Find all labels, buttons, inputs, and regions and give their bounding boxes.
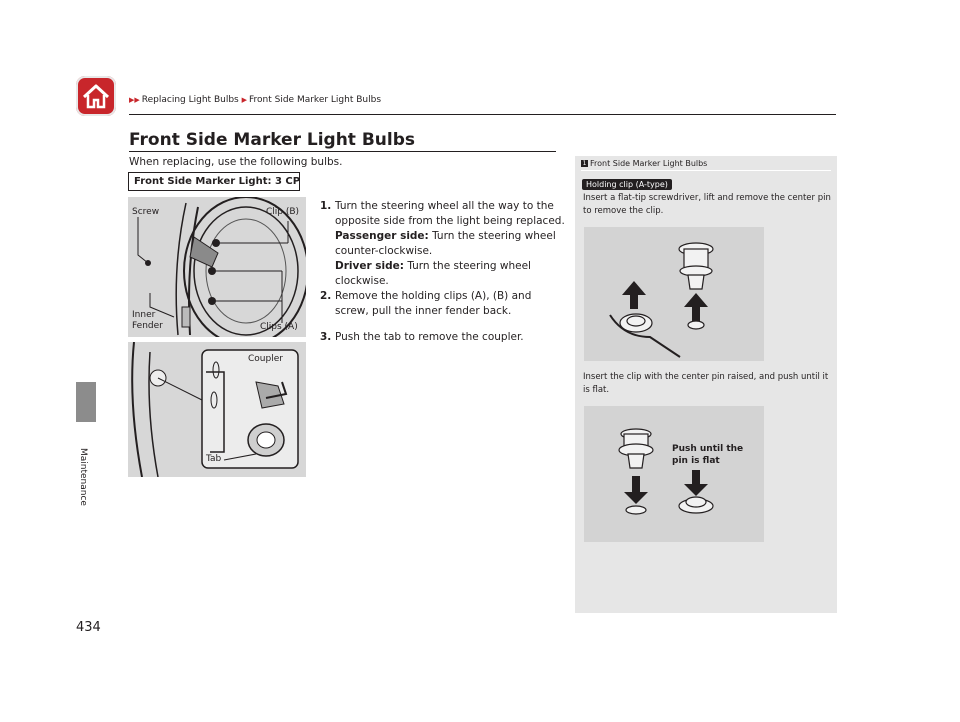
passenger-label: Passenger side: [335, 230, 429, 242]
breadcrumb-arrow-icon: ▶▶ [129, 96, 140, 104]
note-text-insert: Insert the clip with the center pin raised, and push until it is flat. [583, 372, 829, 395]
breadcrumb [129, 95, 381, 105]
step-2 [320, 289, 565, 319]
bulb-spec: Front Side Marker Light: 3 CP [128, 172, 300, 191]
label-fender: Fender [132, 321, 163, 331]
label-clip-b: Clip (B) [266, 207, 300, 217]
steps-list [320, 199, 565, 345]
clip-insert-figure [584, 406, 764, 542]
clip-removal-illustration [584, 227, 764, 361]
breadcrumb-arrow-icon: ▶ [241, 96, 247, 104]
passenger-text: Turn the steering wheel counter-clockwise. [335, 230, 556, 257]
coupler-figure [128, 342, 306, 477]
fender-figure [128, 197, 306, 337]
step-number: 1. [320, 200, 332, 212]
step-1 [320, 199, 565, 289]
page-title: Front Side Marker Light Bulbs [129, 130, 416, 150]
intro-text: When replacing, use the following bulbs. [129, 156, 343, 168]
step-3 [320, 330, 565, 345]
label-coupler: Coupler [248, 354, 283, 364]
note-rule [581, 170, 831, 171]
label-screw: Screw [132, 207, 160, 217]
note-heading-text: Front Side Marker Light Bulbs [590, 159, 708, 168]
push-label-line-2: pin is flat [672, 456, 720, 466]
clip-type-badge: Holding clip (A-type) [582, 179, 672, 190]
breadcrumb-link-replacing[interactable]: Replacing Light Bulbs [141, 95, 239, 105]
step-text: Push the tab to remove the coupler. [335, 331, 524, 343]
page-number: 434 [76, 620, 101, 635]
label-clips-a: Clips (A) [260, 322, 298, 332]
step-number: 3. [320, 331, 332, 343]
step-text: Turn the steering wheel all the way to the opposite side from the light being replaced. [335, 200, 565, 227]
clip-removal-figure [584, 227, 764, 361]
driver-text: Turn the steering wheel clockwise. [335, 260, 531, 287]
step-text: Remove the holding clips (A), (B) and screw, pull the inner fender back. [335, 290, 532, 317]
title-rule [129, 151, 556, 152]
header-rule [129, 114, 836, 115]
note-heading [581, 159, 707, 168]
note-text-remove: Insert a flat-tip screwdriver, lift and remove the center pin to remove the clip. [583, 193, 831, 216]
clip-insert-illustration [584, 406, 764, 542]
step-number: 2. [320, 290, 332, 302]
home-button[interactable] [76, 76, 116, 116]
push-label-line-1: Push until the [672, 444, 744, 454]
note-marker-icon: 1 [582, 160, 587, 167]
driver-label: Driver side: [335, 260, 404, 272]
section-tab-marker [76, 382, 96, 422]
home-icon [76, 76, 116, 116]
section-label: Maintenance [78, 448, 88, 506]
label-inner: Inner [132, 310, 156, 320]
label-tab: Tab [206, 454, 222, 464]
breadcrumb-current: Front Side Marker Light Bulbs [249, 95, 382, 105]
